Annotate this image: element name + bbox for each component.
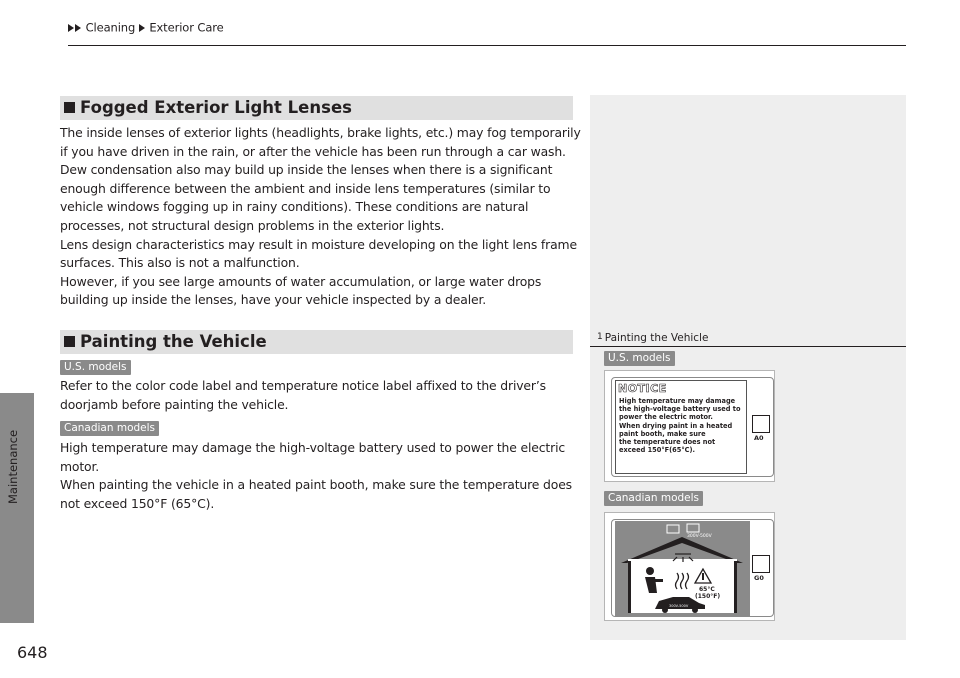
- text-line: processes, not structural design problems in the exterior lights.: [60, 217, 445, 233]
- square-bullet-icon: [64, 336, 75, 347]
- breadcrumb-item-exterior-care[interactable]: Exterior Care: [149, 20, 224, 35]
- side-tab-label-wrap: [6, 420, 26, 504]
- code-callout-box: [752, 415, 770, 433]
- text-line: vehicle windows fogging up in rainy conditions). These conditions are natural: [60, 199, 529, 215]
- sidebar-note-divider: [590, 346, 906, 347]
- header-divider: [68, 45, 906, 46]
- notice-line: paint booth, make sure: [619, 429, 706, 438]
- notice-line: exceed 150°F(65°C).: [619, 446, 696, 455]
- text-line: When painting the vehicle in a heated paint booth, make sure the temperature does: [60, 477, 572, 493]
- arrow-right-icon: [75, 24, 81, 32]
- text-line: surfaces. This also is not a malfunction.: [60, 255, 300, 271]
- notice-text: [619, 397, 740, 454]
- text-line: Dew condensation also may build up inside the lenses when there is a significant: [60, 162, 553, 178]
- canadian-temperature-pictogram-label: [604, 512, 775, 621]
- notice-line: the temperature does not: [619, 438, 716, 447]
- temperature-fahrenheit: (150°F): [695, 593, 721, 600]
- sidebar-note-title-text: Painting the Vehicle: [604, 332, 709, 344]
- text-line: High temperature may damage the high-voltage battery used to power the electric: [60, 440, 566, 455]
- text-line: if you have driven in the rain, or after the vehicle has been run through a car wash.: [60, 143, 566, 159]
- text-line: motor.: [60, 458, 100, 474]
- breadcrumb-item-cleaning[interactable]: Cleaning: [85, 20, 136, 35]
- arrow-right-icon: [68, 24, 74, 32]
- us-temperature-notice-label: [604, 370, 775, 482]
- notice-heading: NOTICE: [618, 382, 667, 395]
- arrow-right-icon: [139, 24, 145, 32]
- code-callout-box: [752, 555, 770, 573]
- notice-line: High temperature may damage: [619, 397, 736, 405]
- us-models-badge: U.S. models: [60, 360, 131, 375]
- section-title-painting: Painting the Vehicle: [80, 332, 267, 351]
- side-tab-label: Maintenance: [6, 429, 20, 504]
- text-line: However, if you see large amounts of water accumulation, or large water drops: [60, 273, 542, 289]
- text-line: doorjamb before painting the vehicle.: [60, 396, 289, 412]
- section-title-fogged: Fogged Exterior Light Lenses: [80, 98, 352, 117]
- text-line: enough difference between the ambient and inside lens temperatures (similar to: [60, 180, 551, 196]
- page-number: 648: [17, 643, 48, 662]
- us-paragraph: [60, 377, 580, 414]
- text-line: not exceed 150°F (65°C).: [60, 495, 215, 511]
- canadian-models-badge: Canadian models: [60, 421, 159, 436]
- text-line: Refer to the color code label and temperature notice label affixed to the driver’s: [60, 378, 546, 393]
- text-line: Lens design characteristics may result in moisture developing on the light lens frame: [60, 236, 577, 252]
- notice-box: [615, 380, 747, 474]
- section-header-painting: [60, 330, 573, 354]
- voltage-label-top: 300V-500V: [687, 534, 712, 539]
- paint-booth-pictogram: [615, 521, 750, 616]
- section-header-fogged: [60, 96, 573, 120]
- reference-marker: 1: [597, 332, 603, 342]
- fogged-paragraph: [60, 124, 580, 310]
- text-line: building up inside the lenses, have your vehicle inspected by a dealer.: [60, 292, 487, 308]
- breadcrumb: [68, 20, 224, 35]
- temperature-celsius: 65°C: [699, 586, 715, 593]
- sidebar-note-title: [597, 332, 708, 344]
- canadian-paragraph: [60, 439, 580, 513]
- label-code: A0: [754, 434, 764, 442]
- sidebar-us-badge: U.S. models: [604, 351, 675, 366]
- voltage-label-car: 300V-500V: [669, 604, 689, 608]
- label-code: G0: [754, 574, 764, 582]
- notice-line: power the electric motor.: [619, 413, 713, 422]
- text-line: The inside lenses of exterior lights (headlights, brake lights, etc.) may fog temporarily: [60, 125, 581, 140]
- square-bullet-icon: [64, 102, 75, 113]
- notice-line: the high-voltage battery used to: [619, 405, 741, 414]
- sidebar-canadian-badge: Canadian models: [604, 491, 703, 506]
- notice-line: When drying paint in a heated: [619, 421, 733, 430]
